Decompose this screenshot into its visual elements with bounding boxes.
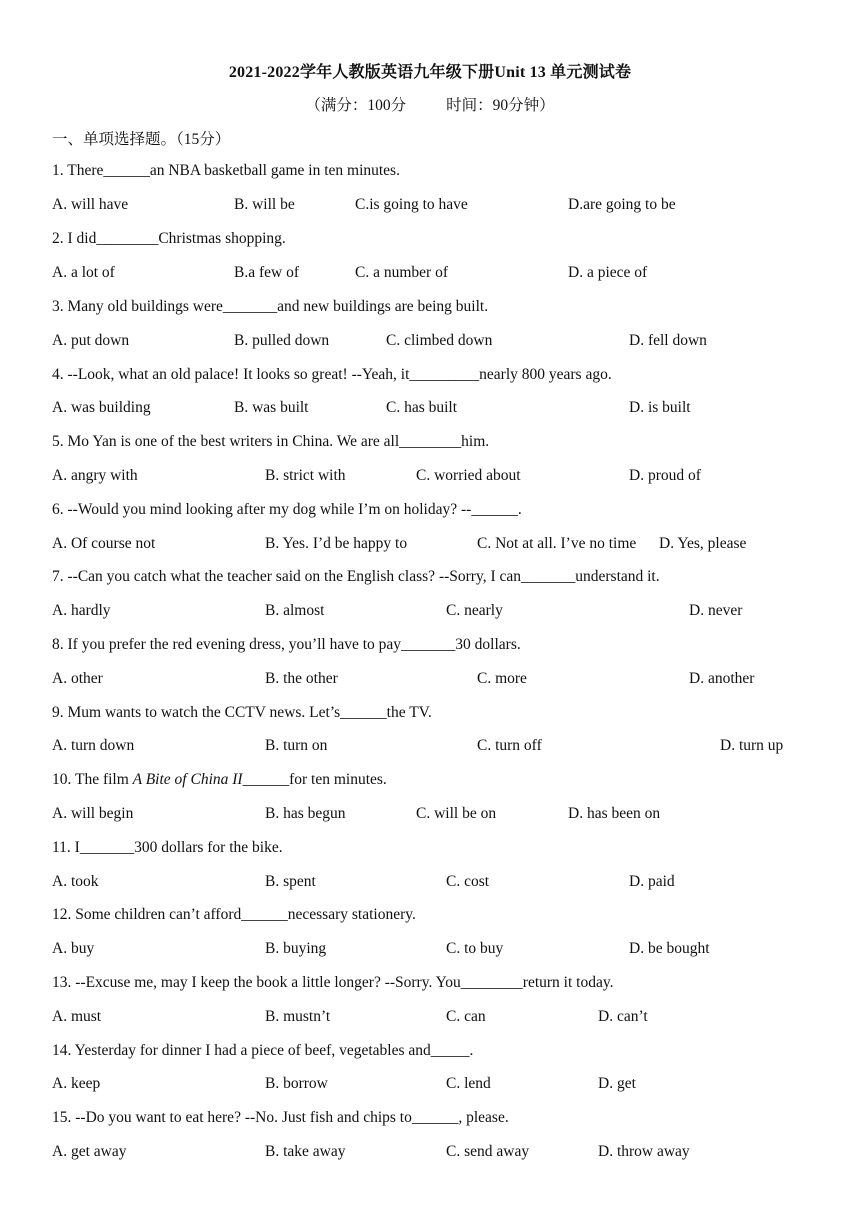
- option-d: D. a piece of: [568, 264, 648, 281]
- option-c: C. will be on: [416, 805, 497, 822]
- option-d: D. is built: [629, 399, 691, 416]
- question-stem: 6. --Would you mind looking after my dog while I’m on holiday? --______.: [52, 501, 522, 518]
- option-a: A. put down: [52, 332, 130, 349]
- option-a: A. was building: [52, 399, 151, 416]
- option-b: B. mustn’t: [265, 1008, 331, 1025]
- option-c: C. turn off: [477, 737, 542, 754]
- film-title: A Bite of China II: [132, 771, 243, 788]
- option-d: D. has been on: [568, 805, 661, 822]
- option-d: D. get: [598, 1075, 636, 1092]
- option-b: B. spent: [265, 873, 316, 890]
- option-c: C. lend: [446, 1075, 491, 1092]
- question-stem: 7. --Can you catch what the teacher said on the English class? --Sorry, I can_______understand it.: [52, 568, 660, 585]
- option-b: B. will be: [234, 196, 295, 213]
- question-stem: 5. Mo Yan is one of the best writers in China. We are all________him.: [52, 433, 490, 450]
- question-stem: 12. Some children can’t afford______necessary stationery.: [52, 906, 416, 923]
- option-d: D.are going to be: [568, 196, 676, 213]
- option-a: A. will have: [52, 196, 129, 213]
- option-c: C. nearly: [446, 602, 503, 619]
- option-a: A. keep: [52, 1075, 101, 1092]
- option-b: B. pulled down: [234, 332, 330, 349]
- page-title: 2021-2022学年人教版英语九年级下册Unit 13 单元测试卷: [228, 64, 632, 81]
- option-a: A. other: [52, 670, 103, 687]
- question-stem: [52, 769, 387, 791]
- stem-text: ______for ten minutes.: [242, 771, 387, 788]
- option-d: D. be bought: [629, 940, 710, 957]
- score-info: （满分：100分: [305, 97, 407, 114]
- option-d: D. fell down: [629, 332, 707, 349]
- option-d: D. never: [689, 602, 743, 619]
- question-stem: 4. --Look, what an old palace! It looks so great! --Yeah, it_________nearly 800 years ago.: [52, 366, 612, 383]
- question-stem: 15. --Do you want to eat here? --No. Just fish and chips to______, please.: [52, 1109, 509, 1126]
- option-a: A. will begin: [52, 805, 134, 822]
- option-a: A. must: [52, 1008, 102, 1025]
- question-stem: 9. Mum wants to watch the CCTV news. Let’s______the TV.: [52, 704, 432, 721]
- option-b: B. was built: [234, 399, 309, 416]
- option-a: A. a lot of: [52, 264, 115, 281]
- option-a: A. turn down: [52, 737, 135, 754]
- question-stem: 2. I did________Christmas shopping.: [52, 230, 286, 247]
- option-c: C.is going to have: [355, 196, 468, 213]
- option-d: D. turn up: [720, 737, 784, 754]
- stem-text: 10. The film: [52, 771, 133, 788]
- option-c: C. can: [446, 1008, 486, 1025]
- option-c: C. more: [477, 670, 527, 687]
- time-info: 时间：90分钟）: [446, 97, 555, 114]
- option-c: C. has built: [386, 399, 458, 416]
- option-c: C. to buy: [446, 940, 504, 957]
- option-c: C. send away: [446, 1143, 530, 1160]
- question-stem: 1. There______an NBA basketball game in ten minutes.: [52, 162, 400, 179]
- option-c: C. a number of: [355, 264, 448, 281]
- option-b: B. turn on: [265, 737, 328, 754]
- option-d: D. another: [689, 670, 755, 687]
- question-stem: 3. Many old buildings were_______and new buildings are being built.: [52, 298, 489, 315]
- option-a: A. took: [52, 873, 99, 890]
- option-c: C. worried about: [416, 467, 521, 484]
- option-b: B. Yes. I’d be happy to: [265, 535, 408, 552]
- option-b: B. strict with: [265, 467, 346, 484]
- option-a: A. hardly: [52, 602, 111, 619]
- option-c: C. Not at all. I’ve no time: [477, 535, 637, 552]
- option-a: A. get away: [52, 1143, 127, 1160]
- option-b: B. borrow: [265, 1075, 328, 1092]
- option-b: B. take away: [265, 1143, 346, 1160]
- option-b: B.a few of: [234, 264, 299, 281]
- option-a: A. Of course not: [52, 535, 156, 552]
- option-a: A. angry with: [52, 467, 138, 484]
- page-subtitle: [0, 93, 860, 115]
- section-heading: 一、单项选择题。（15分）: [52, 131, 231, 148]
- question-stem: 14. Yesterday for dinner I had a piece of beef, vegetables and_____.: [52, 1042, 474, 1059]
- option-a: A. buy: [52, 940, 95, 957]
- question-stem: 11. I_______300 dollars for the bike.: [52, 839, 283, 856]
- option-d: D. can’t: [598, 1008, 648, 1025]
- option-d: D. Yes, please: [659, 535, 747, 552]
- option-b: B. the other: [265, 670, 338, 687]
- option-b: B. buying: [265, 940, 327, 957]
- option-d: D. proud of: [629, 467, 701, 484]
- option-d: D. paid: [629, 873, 675, 890]
- option-c: C. cost: [446, 873, 490, 890]
- question-stem: 13. --Excuse me, may I keep the book a little longer? --Sorry. You________return it today.: [52, 974, 614, 991]
- option-c: C. climbed down: [386, 332, 493, 349]
- question-stem: 8. If you prefer the red evening dress, you’ll have to pay_______30 dollars.: [52, 636, 521, 653]
- option-d: D. throw away: [598, 1143, 690, 1160]
- option-b: B. almost: [265, 602, 325, 619]
- option-b: B. has begun: [265, 805, 346, 822]
